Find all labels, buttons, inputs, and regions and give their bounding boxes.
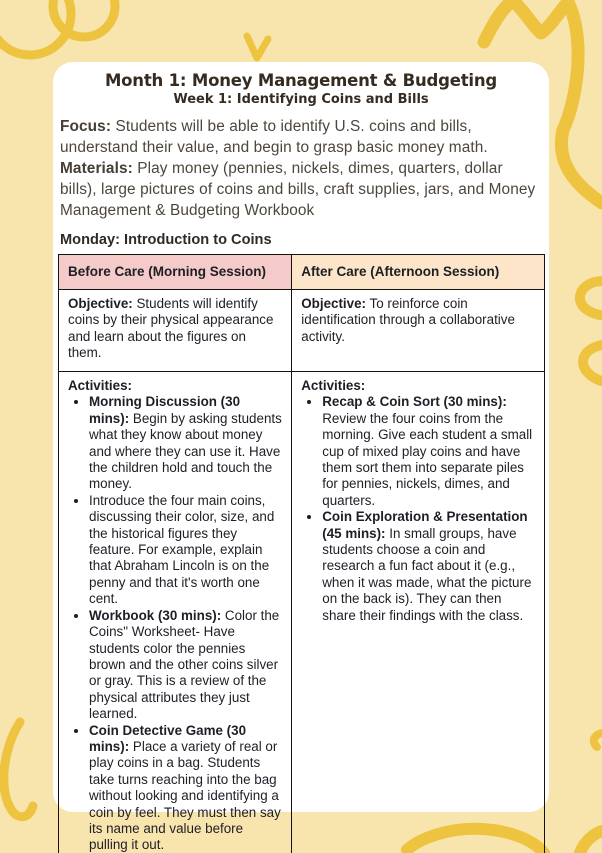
focus-label: Focus: <box>60 118 112 135</box>
focus-text: Students will be able to identify U.S. coins and bills, understand their value, and begin to grasp basic money math. <box>60 118 488 156</box>
activities-label: Activities: <box>68 378 132 393</box>
after-care-header: After Care (Afternoon Session) <box>292 255 545 290</box>
activities-label: Activities: <box>301 378 366 393</box>
list-item <box>322 509 535 624</box>
table-header-row <box>59 255 545 290</box>
after-activities-list <box>301 394 535 624</box>
activity-text: Place a variety of real or play coins in a bag. Students take turns reaching into the bag without looking and identifying a coin by feel. They must then say its name and value before pulling it out. <box>89 738 281 853</box>
materials-text: Play money (pennies, nickels, dimes, quarters, dollar bills), large pictures of coins and bills, craft supplies, jars, and Money Management & Budgeting Workbook <box>60 160 536 219</box>
activity-lead: Coin Exploration & Presentation (45 mins): <box>322 509 528 541</box>
hook-doodle-icon <box>580 281 602 315</box>
list-item <box>89 723 282 853</box>
day-heading: Monday: Introduction to Coins <box>60 232 272 248</box>
activity-lead: Morning Discussion (30 mins): <box>89 394 241 426</box>
list-item <box>89 394 282 492</box>
focus-paragraph <box>60 116 542 158</box>
schedule-table <box>58 254 545 853</box>
arc-doodle-icon <box>4 722 33 817</box>
materials-paragraph <box>60 158 542 221</box>
list-item <box>89 493 282 608</box>
after-objective-cell <box>292 290 545 372</box>
activity-lead: Recap & Coin Sort (30 mins): <box>322 394 507 410</box>
materials-label: Materials: <box>60 160 133 177</box>
list-item <box>322 394 535 509</box>
hook-doodle-icon <box>583 345 602 381</box>
page-subtitle: Week 1: Identifying Coins and Bills <box>173 92 429 107</box>
intro-section <box>58 116 544 221</box>
lesson-plan-card <box>53 62 549 853</box>
objective-row <box>59 290 545 372</box>
list-item <box>89 608 282 723</box>
objective-label: Objective: <box>301 296 367 311</box>
before-objective-cell <box>59 290 292 372</box>
activity-text: Review the four coins from the morning. Give each student a small cup of mixed play coins and have them sort them into separate piles for pennies, nickels, dimes, and quarters. <box>322 410 533 508</box>
activity-text: Introduce the four main coins, discussing their color, size, and the historical figures they feature. For example, explain that Abraham Lincoln is on the penny and that it's worth one cent. <box>89 492 275 607</box>
ring-doodle-icon <box>53 0 115 37</box>
activities-row <box>59 372 545 853</box>
before-activities-list <box>68 394 282 853</box>
arc-doodle-icon <box>580 831 602 853</box>
activity-text: In small groups, have students choose a coin and research a fun fact about it (e.g., when it was made, what the picture on the back is). They can then share their findings with the class. <box>322 525 532 623</box>
activity-text: Color the Coins" Worksheet- Have students color the pennies brown and the other coins silver or gray. This is a review of the physical attributes they just learned. <box>89 607 280 722</box>
activity-lead: Coin Detective Game (30 mins): <box>89 722 247 754</box>
after-activities-cell <box>292 372 545 853</box>
activity-lead: Workbook (30 mins): <box>89 607 222 623</box>
activity-text: Begin by asking students what they know about money and where they can use it. Have the children hold and touch the money. <box>89 410 282 492</box>
page-title: Month 1: Money Management & Budgeting <box>104 71 498 90</box>
before-care-header: Before Care (Morning Session) <box>59 255 292 290</box>
objective-text: Students will identify coins by their physical appearance and learn about the figures on them. <box>68 296 274 361</box>
before-activities-cell <box>59 372 292 853</box>
objective-label: Objective: <box>68 296 133 311</box>
objective-text: To reinforce coin identification through a collaborative activity. <box>301 296 515 344</box>
tick-doodle-icon <box>247 36 268 58</box>
corner-doodle-icon <box>594 733 602 747</box>
